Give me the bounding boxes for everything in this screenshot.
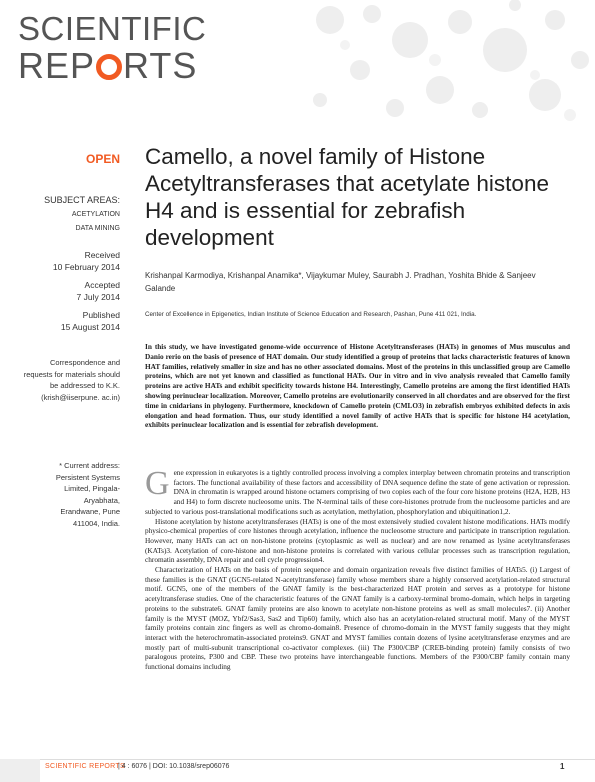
- received-date: [53, 250, 120, 273]
- open-access-label: OPEN: [85, 152, 120, 166]
- logo-gear-icon: [96, 54, 122, 80]
- date-value: 10 February 2014: [52, 261, 120, 272]
- published-date: [53, 310, 120, 333]
- publication-dates: [53, 250, 120, 340]
- article-title: Camello, a novel family of Histone Acetyltransferases that acetylate histone H4 and is essential for zebrafish development: [145, 144, 549, 250]
- correspondence-note: Correspondence and requests for materials should be addressed to K.K. (krish@iiserpune. ac.in): [23, 358, 120, 402]
- logo-text-rts: RTS: [123, 45, 198, 86]
- body-paragraph: Characterization of HATs on the basis of protein sequence and domain organization reveals five distinct families of HATs5. (i) Largest of these families is the GNAT (GCN5-related N-acetyltransferase) family whose members share a highly conserved acetylation-related structural motif. GCN5, one of the members of the GNAT family is the best-characterized HAT protein and serves as a prototype for histone acetyltransferase studies. One of the characteristic features of the GNAT family is a carboxy-terminal bromo-domain, which helps in targeting proteins to the substrate6. GNAT family proteins are also known to acetylate non-histone proteins as well as small molecules7. (ii) Another family is the MYST (MOZ, Ybf2/Sas3, Sas2 and Tip60) family, which also has an acetylation-related structural motif. Many of the MYST family proteins contain zinc fingers as well as chromo-domain8. Presence of chromo-domain in the MYST family suggests that they might interact with the heterochromatin-associated proteins9. GNAT and MYST families contain dozens of lysine acetyltransferase enzymes and are mostly part of multi-subunit transcriptional co-activator complexes. (iii) The P300/CBP (CREB-binding protein) family consists of two paralogous proteins, P300 and CBP. These two proteins have interchangeable functions. Members of the P300/CBP family contain many functional domains including: [145, 565, 570, 672]
- footer-divider: [0, 759, 595, 760]
- body-text: [145, 465, 570, 672]
- journal-logo-line2: [18, 45, 198, 86]
- header-decoration-dots: [300, 0, 595, 125]
- date-label: Received: [84, 250, 120, 260]
- subject-areas-list: [72, 208, 120, 236]
- subject-area-item[interactable]: ACETYLATION: [71, 211, 120, 218]
- footer-doi-reference[interactable]: | 4 : 6076 | DOI: 10.1038/srep06076: [118, 763, 230, 770]
- affiliation: Center of Excellence in Epigenetics, Indian Institute of Science Education and Research, Pashan, Pune 411 021, India.: [145, 311, 477, 318]
- date-value: 7 July 2014: [76, 291, 120, 302]
- logo-text-rep: REP: [18, 45, 96, 86]
- drop-cap: G: [145, 465, 170, 502]
- body-paragraph: ene expression in eukaryotes is a tightly controlled process involving a complex interplay between chromatin proteins and transcription factors. The functional availability of these factors and accessibility of DNA sequence define the state of gene activation or repression. DNA in chromatin is wrapped around histone octamers comprising of two copies each of the four core histone proteins (H2A, H2B, H3 and H4) to form discrete nucleosome units. The N-terminal tails of these core-histones protrude from the nucleosome particles and are subjected to various post-translational modifications such as acetylation, methylation, phosphorylation and ubiquitination1,2.: [145, 468, 570, 516]
- footer-journal-name: SCIENTIFIC REPORTS: [45, 763, 125, 770]
- abstract: In this study, we have investigated genome-wide occurrence of Histone Acetyltransferases (HATs) in genomes of Mus musculus and Danio rerio on the basis of presence of HAT domain. Our study identified a group of proteins that lacks characteristic features of known HAT families, relatively smaller in size and has no other associated domains. Most of the proteins in this unclassified group are Camello proteins, which are not yet known and classified as functional HATs. Our in vitro and in vivo analysis revealed that Camello family proteins are active HATs and exhibit specificity towards histone H4. Interestingly, Camello proteins are among the first identified HATs showing perinuclear localization. Moreover, Camello proteins are evolutionarily conserved in all chordates and are observed for the first time in cnidarians in phylogeny. Furthermore, knockdown of Camello protein (CMLO3) in zebrafish embryos exhibited defects in axis elongation and head formation. Thus, our study identified a novel family of active HATs that is specific for histone H4 acetylation, exhibits perinuclear localization and is essential for zebrafish development.: [145, 342, 570, 430]
- current-address-note: * Current address: Persistent Systems Limited, Pingala-Aryabhata, Erandwane, Pune 411004, India.: [55, 461, 120, 528]
- journal-logo-line1: SCIENTIFIC: [18, 10, 207, 47]
- accepted-date: [53, 280, 120, 303]
- subject-areas-heading: SUBJECT AREAS:: [44, 195, 120, 205]
- subject-area-item[interactable]: DATA MINING: [75, 225, 120, 232]
- author-list: Krishanpal Karmodiya, Krishanpal Anamika*, Vijaykumar Muley, Saurabh J. Pradhan, Yoshita Bhide & Sanjeev Galande: [145, 271, 536, 293]
- date-label: Published: [82, 310, 120, 320]
- date-value: 15 August 2014: [60, 321, 120, 332]
- footer-left-bar: [0, 759, 40, 782]
- body-paragraph: Histone acetylation by histone acetyltransferases (HATs) is one of the most extensively studied covalent histone modifications. HATs modify physico-chemical properties of core histones through acetylation, influence the nucleosome structure and participate in transcription regulation. However, many HATs can act on non-histone proteins (cytoplasmic as well as nuclear) and are now renamed as lysine acetyltransferases (KATs)3. Acetylation of core-histone and non-histone proteins is correlated with various cellular processes such as transcription regulation, chromatin assembly, DNA repair and cell cycle progression4.: [145, 516, 570, 565]
- date-label: Accepted: [84, 280, 120, 290]
- page-number: 1: [560, 762, 565, 771]
